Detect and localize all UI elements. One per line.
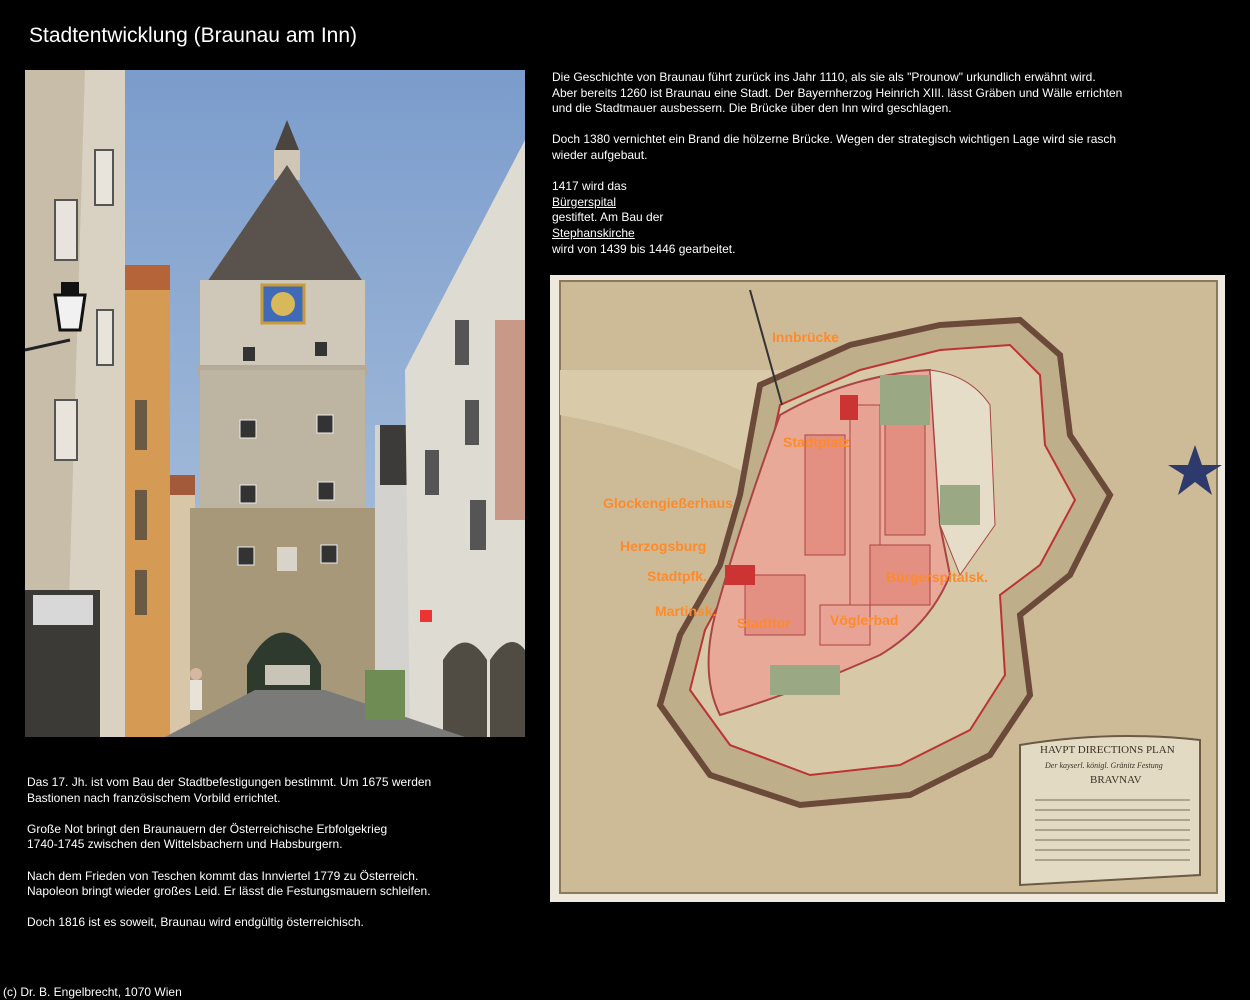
map-label-martinsk: Martinsk. <box>655 603 717 619</box>
history-line: Napoleon bringt wieder großes Leid. Er lässt die Festungsmauern schleifen. <box>27 884 431 899</box>
map-label-innbruecke: Innbrücke <box>772 329 839 345</box>
history-paragraph-3 <box>27 869 497 900</box>
map-label-stadtpfk: Stadtpfk. <box>647 568 707 584</box>
history-line: Doch 1816 ist es soweit, Braunau wird endgültig österreichisch. <box>27 915 364 930</box>
copyright-notice: (c) Dr. B. Engelbrecht, 1070 Wien <box>3 985 182 999</box>
map-label-buergerspitalsk: Bürgerspitalsk. <box>886 569 988 585</box>
intro-paragraph-1 <box>552 70 1152 117</box>
history-paragraph-2 <box>27 822 497 853</box>
intro-line: wieder aufgebaut. <box>552 147 648 162</box>
cartouche-city: BRAVNAV <box>1090 774 1142 786</box>
history-line: Nach dem Frieden von Teschen kommt das Innviertel 1779 zu Österreich. <box>27 868 419 883</box>
city-gate-photo <box>25 70 525 737</box>
intro-line: gestiftet. Am Bau der <box>552 210 664 225</box>
map-label-stadtplatz: Stadtplatz <box>783 434 850 450</box>
historic-map-image <box>550 275 1225 902</box>
map-label-voeglerbad: Vöglerbad <box>830 612 899 628</box>
buergerspital-link[interactable]: Bürgerspital <box>552 194 617 209</box>
cartouche-title: HAVPT DIRECTIONS PLAN <box>1040 744 1175 756</box>
intro-paragraph-2 <box>552 132 1152 163</box>
history-paragraph-1 <box>27 775 497 806</box>
intro-line: Doch 1380 vernichtet ein Brand die hölzerne Brücke. Wegen der strategisch wichtigen Lage wird sie rasch <box>552 132 1117 147</box>
history-line: 1740-1745 zwischen den Wittelsbachern und Habsburgern. <box>27 837 343 852</box>
cartouche-subtitle: Der kayserl. königl. Gränitz Festung <box>1045 761 1163 770</box>
intro-line: und die Stadtmauer ausbessern. Die Brücke über den Inn wird geschlagen. <box>552 101 952 116</box>
history-line: Große Not bringt den Braunauern der Österreichische Erbfolgekrieg <box>27 821 388 836</box>
intro-line: Die Geschichte von Braunau führt zurück ins Jahr 1110, als sie als "Prounow" urkundlich erwähnt wird. <box>552 70 1096 84</box>
intro-text <box>552 70 1152 273</box>
intro-line: Aber bereits 1260 ist Braunau eine Stadt. Der Bayernherzog Heinrich XIII. lässt Gräben und Wälle errichten <box>552 85 1123 100</box>
page-title: Stadtentwicklung (Braunau am Inn) <box>29 24 358 47</box>
map-label-herzogsburg: Herzogsburg <box>620 538 707 554</box>
intro-line: wird von 1439 bis 1446 gearbeitet. <box>552 241 736 256</box>
history-line: Das 17. Jh. ist vom Bau der Stadtbefestigungen bestimmt. Um 1675 werden <box>27 775 432 789</box>
stephanskirche-link[interactable]: Stephanskirche <box>552 225 635 240</box>
history-text <box>27 775 497 947</box>
map-label-stadttor: Stadttor <box>737 615 791 631</box>
intro-line: 1417 wird das <box>552 179 627 194</box>
history-line: Bastionen nach französischem Vorbild errichtet. <box>27 790 281 805</box>
intro-paragraph-3 <box>552 179 1152 257</box>
map-label-glockengiesserhaus: Glockengießerhaus <box>603 495 733 511</box>
history-paragraph-4 <box>27 915 497 931</box>
